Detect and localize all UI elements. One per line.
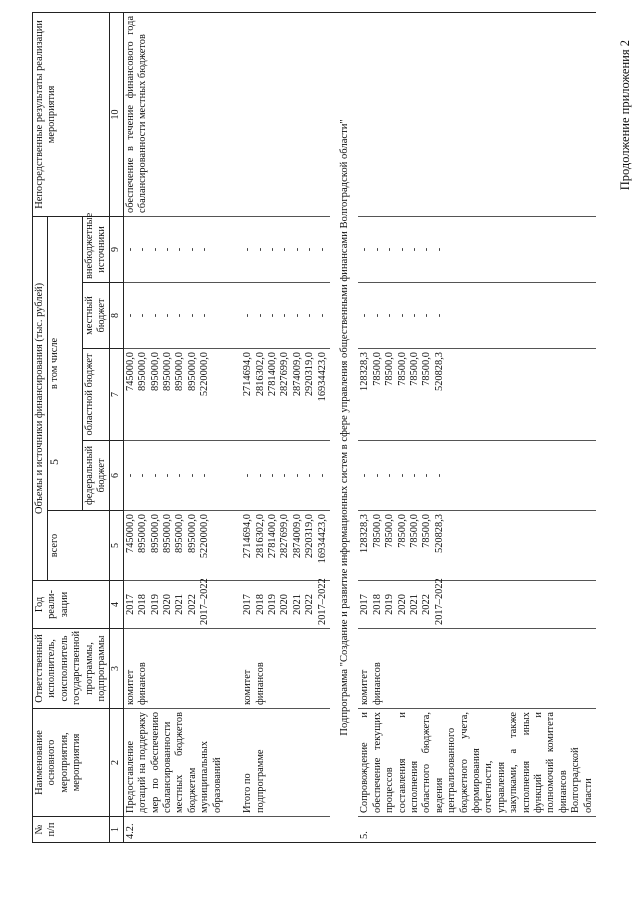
row-years [123, 578, 225, 629]
row-name: Предоставление дотаций на поддержку мер по обеспечению сбалансированности местных бюджетов бюджетам муниципальных образований [123, 709, 225, 817]
value: - [137, 247, 149, 252]
row-federal [358, 441, 596, 511]
year: 2021 [174, 594, 186, 615]
value: - [304, 313, 316, 318]
row-total [241, 511, 330, 581]
table-row [123, 12, 225, 842]
row-regional [123, 349, 225, 441]
col-number: 9 [110, 216, 123, 282]
row-name: Итого по подпрограмме [241, 709, 330, 817]
year: 2019 [384, 594, 396, 615]
col-number: 8 [110, 283, 123, 349]
value: - [408, 247, 420, 252]
header-extra: внебюджетные источники [82, 216, 110, 282]
col-number: 2 [110, 709, 123, 817]
value: 2874009,0 [291, 352, 303, 397]
value: - [279, 313, 291, 318]
value: 520828,3 [433, 514, 445, 553]
value: - [242, 313, 254, 318]
subprogram-row [330, 12, 358, 842]
value: - [242, 247, 254, 252]
value: - [396, 473, 408, 478]
year: 2017 [124, 594, 136, 615]
value: 78500,0 [384, 514, 396, 548]
col-number: 5 [110, 511, 123, 581]
value: - [316, 313, 328, 318]
row-executor: комитет финансов [241, 629, 330, 709]
value: - [199, 473, 211, 478]
col-number: 1 [110, 817, 123, 843]
value: - [186, 313, 198, 318]
value: - [433, 473, 445, 478]
value: 78500,0 [421, 352, 433, 386]
value: 16934423,0 [316, 514, 328, 564]
row-local [123, 283, 225, 349]
row-years [241, 578, 330, 629]
year: 2020 [279, 594, 291, 615]
value: - [396, 313, 408, 318]
year: 2020 [162, 594, 174, 615]
value: - [371, 473, 383, 478]
year: 2017–2022 [433, 578, 445, 625]
year: 2022 [186, 594, 198, 615]
row-local [358, 283, 596, 349]
row-result [241, 12, 330, 216]
value: 895000,0 [174, 352, 186, 391]
year: 2021 [291, 594, 303, 615]
value: 78500,0 [408, 514, 420, 548]
header-including: в том числе [48, 216, 82, 510]
col-number: 6 [110, 441, 123, 511]
header-col-name: Наименование основного мероприятия, мероприятия [33, 709, 110, 817]
value: - [242, 473, 254, 478]
value: 2827699,0 [279, 352, 291, 397]
value: - [124, 247, 136, 252]
value: - [384, 473, 396, 478]
table-row [241, 12, 330, 842]
value: - [371, 313, 383, 318]
value: - [266, 313, 278, 318]
year: 2020 [396, 594, 408, 615]
value: - [279, 473, 291, 478]
value: - [149, 313, 161, 318]
value: 895000,0 [162, 514, 174, 553]
value: 895000,0 [137, 514, 149, 553]
header-federal: федеральный бюджет [82, 441, 110, 511]
value: - [359, 473, 371, 478]
value: 5220000,0 [199, 514, 211, 559]
value: - [137, 313, 149, 318]
value: 895000,0 [186, 352, 198, 391]
value: - [149, 247, 161, 252]
row-extra [241, 216, 330, 282]
value: - [291, 313, 303, 318]
value: - [304, 473, 316, 478]
subprogram-title: Подпрограмма "Создание и развитие информационных систем в сфере управления общественными финансами Волгоградской области" [330, 12, 358, 842]
row-regional [358, 349, 596, 441]
value: - [124, 473, 136, 478]
value: - [408, 313, 420, 318]
row-name: Сопровождение и обеспечение текущих процессов составления и исполнения областного бюджета, ведения централизованного бюджетного учета, формирования отчетности, управления закупками, а также исполнения иных функций и полномочий комитета финансов Волгоградской области [358, 709, 596, 817]
value: 78500,0 [371, 514, 383, 548]
row-total [123, 511, 225, 581]
value: - [254, 247, 266, 252]
year: 2021 [408, 594, 420, 615]
row-federal [123, 441, 225, 511]
col-number: 3 [110, 629, 123, 709]
value: - [421, 313, 433, 318]
value: 78500,0 [396, 352, 408, 386]
value: - [304, 247, 316, 252]
row-number: 4.2. [123, 817, 225, 843]
row-extra [123, 216, 225, 282]
value: 895000,0 [186, 514, 198, 553]
value: 895000,0 [174, 514, 186, 553]
value: - [359, 247, 371, 252]
row-extra [358, 216, 596, 282]
row-regional [241, 349, 330, 441]
value: - [137, 473, 149, 478]
value: - [174, 247, 186, 252]
value: - [433, 313, 445, 318]
value: 2827699,0 [279, 514, 291, 559]
value: 745000,0 [124, 514, 136, 553]
col-number: 4 [110, 581, 123, 629]
year: 2017–2022 [199, 578, 211, 625]
value: 2781400,0 [266, 352, 278, 397]
year: 2018 [137, 594, 149, 615]
value: 895000,0 [149, 352, 161, 391]
value: 78500,0 [396, 514, 408, 548]
value: 2714694,0 [242, 352, 254, 397]
value: 78500,0 [384, 352, 396, 386]
year: 2019 [149, 594, 161, 615]
value: - [291, 473, 303, 478]
row-federal [241, 441, 330, 511]
page-number: 5 [47, 459, 61, 465]
col-number: 7 [110, 349, 123, 441]
table-row [358, 12, 596, 842]
row-number: 5. [358, 817, 596, 843]
row-executor: комитет финансов [123, 629, 225, 709]
value: - [199, 313, 211, 318]
value: 78500,0 [421, 514, 433, 548]
value: - [174, 313, 186, 318]
year: 2022 [304, 594, 316, 615]
value: - [316, 247, 328, 252]
header-col-num: № п/п [33, 817, 110, 843]
header-total: всего [48, 511, 110, 581]
value: 895000,0 [137, 352, 149, 391]
value: 745000,0 [124, 352, 136, 391]
value: - [149, 473, 161, 478]
value: 2816302,0 [254, 352, 266, 397]
year: 2019 [266, 594, 278, 615]
year: 2018 [371, 594, 383, 615]
value: 128328,3 [359, 352, 371, 391]
value: - [279, 247, 291, 252]
value: 2874009,0 [291, 514, 303, 559]
value: 78500,0 [371, 352, 383, 386]
value: - [162, 473, 174, 478]
row-total [358, 511, 596, 581]
value: 895000,0 [162, 352, 174, 391]
funding-table [32, 12, 596, 843]
value: - [316, 473, 328, 478]
value: - [124, 313, 136, 318]
year: 2017 [242, 594, 254, 615]
continuation-title: Продолжение приложения 2 [618, 40, 632, 191]
value: - [174, 473, 186, 478]
value: - [266, 473, 278, 478]
row-local [241, 283, 330, 349]
header-col-year: Год реали-зации [33, 581, 110, 629]
row-number [241, 817, 330, 843]
value: 5220000,0 [199, 352, 211, 397]
value: 78500,0 [408, 352, 420, 386]
value: - [186, 247, 198, 252]
value: - [266, 247, 278, 252]
value: - [254, 473, 266, 478]
header-result: Непосредственные результаты реализации мероприятия [33, 12, 110, 216]
value: - [384, 313, 396, 318]
value: 2714694,0 [242, 514, 254, 559]
value: - [162, 247, 174, 252]
value: 520828,3 [433, 352, 445, 391]
row-result: обеспечение в течение финансового года сбалансированности местных бюджетов [123, 12, 225, 216]
value: - [396, 247, 408, 252]
value: - [421, 247, 433, 252]
header-funding: Объемы и источники финансирования (тыс. рублей) [33, 216, 48, 580]
header-regional: областной бюджет [82, 349, 110, 441]
col-number: 10 [110, 12, 123, 216]
value: - [433, 247, 445, 252]
value: 2920319,0 [304, 352, 316, 397]
row-executor: комитет финансов [358, 629, 596, 709]
value: - [291, 247, 303, 252]
value: - [359, 313, 371, 318]
value: 2781400,0 [266, 514, 278, 559]
header-col-executor: Ответственный исполнитель, соисполнитель государственной программы, подпрограммы [33, 629, 110, 709]
header-local: местный бюджет [82, 283, 110, 349]
year: 2018 [254, 594, 266, 615]
value: - [162, 313, 174, 318]
row-years [358, 578, 596, 629]
value: 16934423,0 [316, 352, 328, 402]
row-result [358, 12, 596, 216]
year: 2017–2022 [316, 578, 328, 625]
value: - [199, 247, 211, 252]
value: - [421, 473, 433, 478]
value: - [408, 473, 420, 478]
value: 2920319,0 [304, 514, 316, 559]
value: - [371, 247, 383, 252]
value: - [254, 313, 266, 318]
value: 2816302,0 [254, 514, 266, 559]
year: 2022 [421, 594, 433, 615]
value: 128328,3 [359, 514, 371, 553]
value: 895000,0 [149, 514, 161, 553]
value: - [186, 473, 198, 478]
value: - [384, 247, 396, 252]
year: 2017 [359, 594, 371, 615]
